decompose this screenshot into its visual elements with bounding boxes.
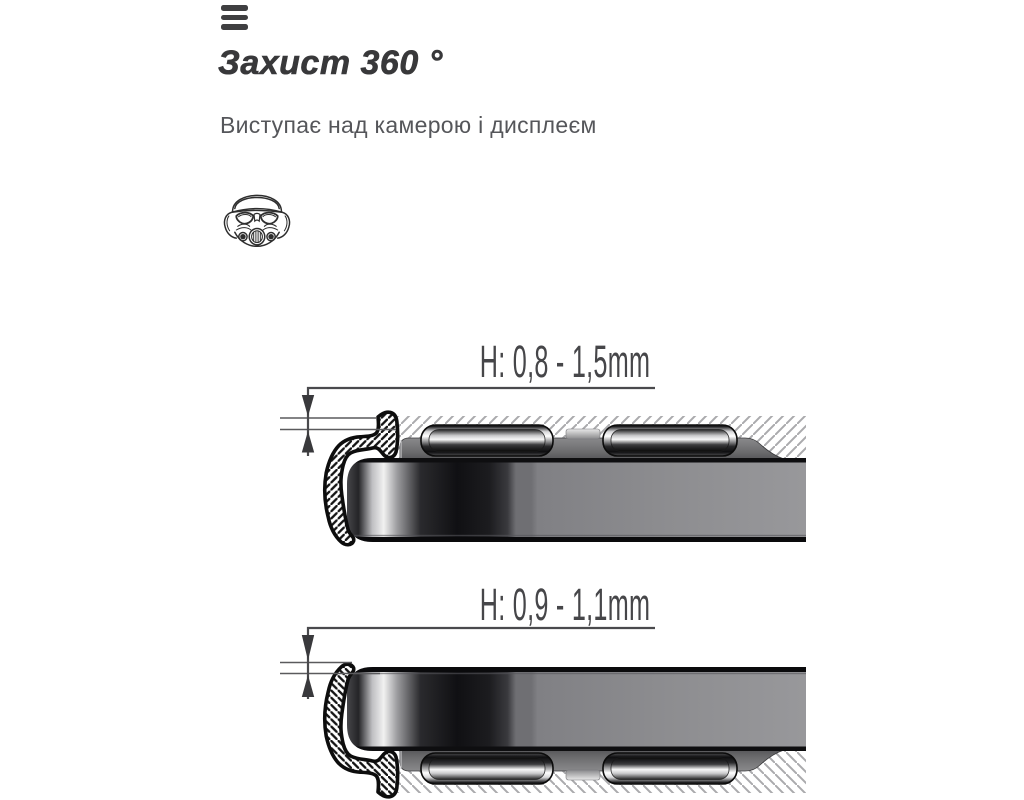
helmet-side-flare-left [224,212,236,238]
hamburger-icon[interactable] [221,5,248,34]
dimension-label-camera: H: 0,8 - 1,5mm [479,336,651,387]
page-title: Захист 360 ° [218,44,443,82]
hamburger-bar [221,15,248,21]
hamburger-bar [221,24,248,30]
page-subtitle: Виступає над камерою і дисплеєм [220,112,597,138]
hamburger-bar [221,5,248,11]
dimension-label-display: H: 0,9 - 1,1mm [479,579,651,630]
helmet-side-flare-right [278,212,290,238]
stormtrooper-helmet-icon [220,172,294,254]
helmet-nose [254,213,260,221]
diagram-camera-side [280,325,1020,561]
diagram-display-side [280,565,1020,800]
